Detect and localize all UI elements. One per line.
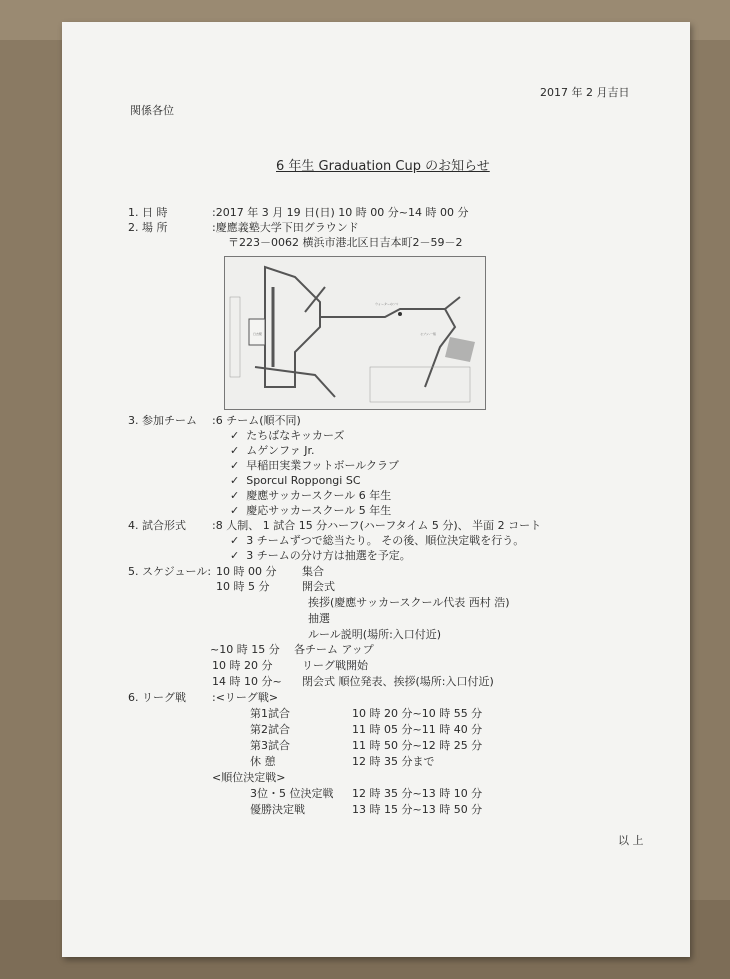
- team-name: たちばなキッカーズ: [246, 429, 345, 442]
- schedule-time: 14 時 10 分~: [212, 675, 282, 688]
- team-item: [230, 489, 391, 503]
- team-name: 慶応サッカースクール 5 年生: [246, 504, 392, 517]
- match-name: 第3試合: [250, 739, 290, 752]
- section-format-value: :8 人制、 1 試合 15 分ハーフ(ハーフタイム 5 分)、 半面 2 コート: [212, 519, 542, 532]
- ranking-name: 3位・5 位決定戦: [250, 787, 334, 800]
- team-name: Sporcul Roppongi SC: [246, 474, 361, 487]
- section-teams-label: 3. 参加チーム: [128, 414, 197, 427]
- schedule-event: 閉会式 順位発表、挨拶(場所:入口付近): [302, 675, 494, 688]
- ranking-subheading: <順位決定戦>: [212, 771, 286, 784]
- check-icon: ✓: [230, 489, 240, 502]
- format-text: 3 チームの分け方は抽選を予定。: [246, 549, 411, 562]
- match-time: 11 時 05 分~11 時 40 分: [352, 723, 483, 736]
- check-icon: ✓: [230, 459, 240, 472]
- check-icon: ✓: [230, 444, 240, 457]
- schedule-event: 集合: [302, 565, 324, 578]
- map-drawing: [225, 257, 485, 409]
- issue-date: 2017 年 2 月吉日: [540, 86, 630, 99]
- schedule-event: ルール説明(場所:入口付近): [308, 628, 442, 641]
- schedule-event: 抽選: [308, 612, 330, 625]
- map-label-station: 日吉駅: [253, 332, 263, 336]
- schedule-event: 開会式: [302, 580, 335, 593]
- section-format-label: 4. 試合形式: [128, 519, 186, 532]
- match-name: 第2試合: [250, 723, 290, 736]
- map-label-road: ウォーターのソリ: [375, 302, 399, 306]
- team-item: [230, 444, 315, 458]
- team-item: [230, 459, 399, 473]
- addressee: 関係各位: [130, 104, 174, 117]
- section-datetime-label: 1. 日 時: [128, 206, 168, 219]
- closing-mark: 以 上: [618, 834, 644, 847]
- team-name: 慶應サッカースクール 6 年生: [246, 489, 392, 502]
- match-name: 休 憩: [250, 755, 276, 768]
- document-title: 6 年生 Graduation Cup のお知らせ: [276, 159, 490, 174]
- ranking-time: 12 時 35 分~13 時 10 分: [352, 787, 483, 800]
- match-time: 10 時 20 分~10 時 55 分: [352, 707, 483, 720]
- schedule-time: 10 時 5 分: [216, 580, 270, 593]
- format-item: [230, 534, 524, 548]
- section-teams-value: :6 チーム(順不同): [212, 414, 301, 427]
- check-icon: ✓: [230, 504, 240, 517]
- section-league-label: 6. リーグ戦: [128, 691, 186, 704]
- schedule-time: ~10 時 15 分: [210, 643, 280, 656]
- check-icon: ✓: [230, 474, 240, 487]
- schedule-event: リーグ戦開始: [302, 659, 368, 672]
- schedule-time: 10 時 20 分: [212, 659, 273, 672]
- section-datetime-value: :2017 年 3 月 19 日(日) 10 時 00 分~14 時 00 分: [212, 206, 469, 219]
- ranking-name: 優勝決定戦: [250, 803, 305, 816]
- schedule-time: 10 時 00 分: [216, 565, 277, 578]
- format-text: 3 チームずつで総当たり。 その後、順位決定戦を行う。: [246, 534, 525, 547]
- check-icon: ✓: [230, 534, 240, 547]
- team-name: ムゲンファ Jr.: [246, 444, 315, 457]
- schedule-event: 各チーム アップ: [294, 643, 374, 656]
- check-icon: ✓: [230, 549, 240, 562]
- section-place-value: :慶應義塾大学下田グラウンド: [212, 221, 359, 234]
- ranking-time: 13 時 15 分~13 時 50 分: [352, 803, 483, 816]
- location-map: [224, 256, 486, 410]
- match-time: 11 時 50 分~12 時 25 分: [352, 739, 483, 752]
- team-item: [230, 474, 361, 488]
- check-icon: ✓: [230, 429, 240, 442]
- format-item: [230, 549, 411, 563]
- team-item: [230, 504, 391, 518]
- section-schedule-label: 5. スケジュール:: [128, 565, 212, 578]
- map-label-shop: セブン-一般: [420, 332, 436, 336]
- match-name: 第1試合: [250, 707, 290, 720]
- team-item: [230, 429, 344, 443]
- match-time: 12 時 35 分まで: [352, 755, 435, 768]
- schedule-event: 挨拶(慶應サッカースクール代表 西村 浩): [308, 596, 510, 609]
- section-place-label: 2. 場 所: [128, 221, 168, 234]
- document-page: [62, 22, 690, 957]
- section-place-address: 〒223－0062 横浜市港北区日吉本町2－59－2: [228, 236, 463, 249]
- league-subheading: :<リーグ戦>: [212, 691, 279, 704]
- team-name: 早稲田実業フットボールクラブ: [246, 459, 400, 472]
